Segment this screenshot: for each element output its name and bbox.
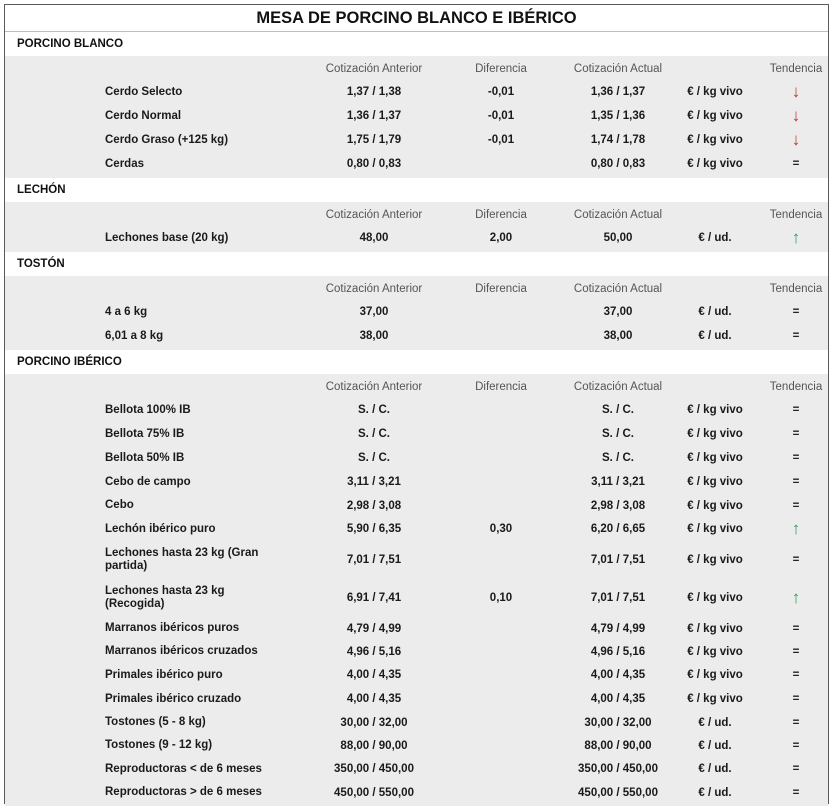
column-header-difference: Diferencia	[475, 381, 527, 393]
current-price: 4,79 / 4,99	[590, 622, 646, 635]
price-unit: € / kg vivo	[687, 404, 743, 416]
price-difference	[465, 781, 537, 804]
table-row	[5, 640, 828, 663]
product-name: Cebo de campo	[105, 475, 191, 488]
table-row	[5, 781, 828, 804]
previous-price: 5,90 / 6,35	[346, 523, 402, 535]
price-unit: € / ud.	[698, 763, 732, 775]
price-unit: € / ud.	[698, 716, 732, 729]
previous-price: 38,00	[359, 330, 389, 342]
section-header-porcino-iberico: PORCINO IBÉRICO	[5, 350, 828, 374]
table-row	[5, 494, 828, 517]
previous-price: S. / C.	[358, 452, 390, 464]
table-row	[5, 324, 828, 348]
price-difference: 2,00	[489, 232, 513, 244]
price-unit: € / kg vivo	[687, 158, 743, 170]
price-difference: -0,01	[487, 86, 515, 98]
product-name: Tostones (5 - 8 kg)	[105, 716, 206, 728]
table-row	[5, 663, 828, 687]
current-price: 88,00 / 90,00	[584, 739, 652, 752]
arrow-down-icon: ↓	[791, 82, 801, 101]
price-difference	[465, 687, 537, 711]
arrow-up-icon: ↑	[791, 519, 801, 538]
previous-price: S. / C.	[358, 428, 390, 440]
previous-price: 2,98 / 3,08	[346, 499, 402, 512]
current-price: 7,01 / 7,51	[590, 592, 646, 604]
price-difference	[465, 398, 537, 422]
price-difference	[465, 422, 537, 446]
price-difference	[465, 300, 537, 324]
column-header-difference: Diferencia	[475, 209, 527, 221]
price-board	[4, 4, 829, 804]
previous-price: 4,96 / 5,16	[346, 645, 402, 658]
previous-price: 4,00 / 4,35	[346, 669, 402, 681]
price-difference	[465, 640, 537, 663]
price-unit: € / kg vivo	[687, 554, 743, 566]
product-name: Primales ibérico puro	[105, 668, 223, 681]
price-unit: € / ud.	[698, 232, 732, 244]
price-unit: € / kg vivo	[687, 134, 743, 146]
section-table-porcino-blanco	[5, 56, 828, 178]
table-row	[5, 734, 828, 757]
previous-price: 1,36 / 1,37	[346, 110, 402, 122]
product-name: Lechón ibérico puro	[105, 522, 216, 535]
column-header-trend: Tendencia	[769, 63, 823, 75]
column-header-row	[5, 376, 828, 398]
column-header-previous: Cotización Anterior	[325, 283, 423, 295]
column-header-current: Cotización Actual	[573, 381, 663, 393]
column-header-difference: Diferencia	[475, 283, 527, 295]
table-row	[5, 152, 828, 176]
price-unit: € / kg vivo	[687, 110, 743, 122]
table-row	[5, 300, 828, 324]
equals-icon: =	[792, 499, 800, 512]
product-name: Cerdas	[105, 157, 144, 170]
product-name: Marranos ibéricos puros	[105, 622, 240, 634]
price-difference	[465, 494, 537, 517]
price-difference	[465, 734, 537, 757]
arrow-down-icon: ↓	[791, 130, 801, 149]
section-header-porcino-blanco: PORCINO BLANCO	[5, 32, 828, 56]
previous-price: 1,37 / 1,38	[346, 86, 402, 98]
price-difference: 0,30	[489, 523, 513, 535]
equals-icon: =	[792, 158, 800, 170]
current-price: 1,35 / 1,36	[590, 110, 646, 122]
product-name: Bellota 75% IB	[105, 427, 185, 440]
price-unit: € / kg vivo	[687, 669, 743, 681]
previous-price: 30,00 / 32,00	[340, 716, 408, 729]
price-unit: € / kg vivo	[687, 86, 743, 98]
previous-price: 4,00 / 4,35	[346, 693, 402, 705]
current-price: 4,96 / 5,16	[590, 645, 646, 658]
previous-price: 350,00 / 450,00	[334, 763, 414, 775]
price-unit: € / ud.	[698, 330, 732, 342]
product-name: Tostones (9 - 12 kg)	[105, 739, 213, 751]
arrow-up-icon: ↑	[791, 228, 801, 247]
current-price: 0,80 / 0,83	[590, 158, 646, 170]
arrow-up-icon: ↑	[791, 588, 801, 607]
product-name: Cerdo Graso (+125 kg)	[105, 133, 229, 146]
column-header-previous: Cotización Anterior	[325, 209, 423, 221]
previous-price: 7,01 / 7,51	[346, 554, 402, 566]
column-header-trend: Tendencia	[769, 283, 823, 295]
current-price: 1,36 / 1,37	[590, 86, 646, 98]
arrow-down-icon: ↓	[791, 106, 801, 125]
equals-icon: =	[792, 404, 800, 416]
current-price: S. / C.	[602, 428, 634, 440]
current-price: 6,20 / 6,65	[590, 523, 646, 535]
table-row	[5, 80, 828, 104]
equals-icon: =	[792, 428, 800, 440]
column-header-row	[5, 204, 828, 226]
price-unit: € / kg vivo	[687, 622, 743, 635]
current-price: 30,00 / 32,00	[584, 716, 652, 729]
product-name: 6,01 a 8 kg	[105, 329, 164, 342]
section-table-porcino-iberico	[5, 374, 828, 806]
table-row	[5, 579, 828, 617]
equals-icon: =	[792, 739, 800, 752]
column-header-difference: Diferencia	[475, 63, 527, 75]
product-name: Bellota 50% IB	[105, 451, 185, 464]
table-row	[5, 128, 828, 152]
price-difference	[465, 470, 537, 494]
current-price: 7,01 / 7,51	[590, 554, 646, 566]
product-name: Cebo	[105, 499, 134, 511]
price-difference	[465, 446, 537, 470]
equals-icon: =	[792, 693, 800, 705]
column-header-current: Cotización Actual	[573, 63, 663, 75]
price-unit: € / kg vivo	[687, 452, 743, 464]
product-name: Bellota 100% IB	[105, 403, 191, 416]
product-name: Marranos ibéricos cruzados	[105, 645, 258, 657]
section-table-lechon	[5, 202, 828, 252]
previous-price: 48,00	[359, 232, 389, 244]
price-difference	[465, 663, 537, 687]
table-row	[5, 104, 828, 128]
price-difference: -0,01	[487, 110, 515, 122]
price-difference	[465, 152, 537, 176]
page-title: MESA DE PORCINO BLANCO E IBÉRICO	[5, 5, 828, 32]
column-header-current: Cotización Actual	[573, 209, 663, 221]
price-unit: € / kg vivo	[687, 645, 743, 658]
previous-price: 1,75 / 1,79	[346, 134, 402, 146]
equals-icon: =	[792, 622, 800, 635]
product-name: Reproductoras < de 6 meses	[105, 762, 262, 775]
current-price: 2,98 / 3,08	[590, 499, 646, 512]
table-row	[5, 687, 828, 711]
equals-icon: =	[792, 669, 800, 681]
equals-icon: =	[792, 786, 800, 799]
previous-price: 450,00 / 550,00	[334, 786, 414, 799]
product-name: Cerdo Normal	[105, 109, 182, 122]
price-unit: € / kg vivo	[687, 428, 743, 440]
section-header-toston: TOSTÓN	[5, 252, 828, 276]
price-difference: 0,10	[489, 592, 513, 604]
previous-price: 0,80 / 0,83	[346, 158, 402, 170]
column-header-trend: Tendencia	[769, 381, 823, 393]
price-difference: -0,01	[487, 134, 515, 146]
current-price: 1,74 / 1,78	[590, 134, 646, 146]
current-price: 350,00 / 450,00	[578, 763, 658, 775]
price-difference	[465, 617, 537, 640]
equals-icon: =	[792, 476, 800, 488]
price-difference	[465, 324, 537, 348]
column-header-row	[5, 58, 828, 80]
column-header-previous: Cotización Anterior	[325, 63, 423, 75]
previous-price: 88,00 / 90,00	[340, 739, 408, 752]
column-header-row	[5, 278, 828, 300]
price-difference	[465, 711, 537, 734]
table-row	[5, 517, 828, 541]
price-unit: € / kg vivo	[687, 693, 743, 705]
current-price: 3,11 / 3,21	[591, 476, 645, 488]
current-price: S. / C.	[602, 404, 634, 416]
previous-price: 37,00	[359, 306, 389, 318]
price-difference	[465, 757, 537, 781]
current-price: 450,00 / 550,00	[578, 786, 658, 799]
column-header-current: Cotización Actual	[573, 283, 663, 295]
product-name: Primales ibérico cruzado	[105, 692, 242, 705]
price-unit: € / kg vivo	[687, 499, 743, 512]
column-header-previous: Cotización Anterior	[325, 381, 423, 393]
table-row	[5, 422, 828, 446]
product-name: Reproductoras > de 6 meses	[105, 786, 262, 798]
table-row	[5, 446, 828, 470]
table-row	[5, 470, 828, 494]
previous-price: 6,91 / 7,41	[346, 592, 402, 604]
current-price: 50,00	[603, 232, 633, 244]
price-unit: € / kg vivo	[687, 476, 743, 488]
equals-icon: =	[792, 763, 800, 775]
table-row	[5, 711, 828, 734]
price-unit: € / ud.	[698, 786, 732, 799]
equals-icon: =	[792, 330, 800, 342]
equals-icon: =	[792, 645, 800, 658]
table-row	[5, 541, 828, 579]
price-difference	[465, 541, 537, 579]
product-name: Lechones base (20 kg)	[105, 231, 229, 244]
equals-icon: =	[792, 452, 800, 464]
current-price: S. / C.	[602, 452, 634, 464]
price-unit: € / ud.	[698, 306, 732, 318]
previous-price: 3,11 / 3,21	[347, 476, 401, 488]
column-header-trend: Tendencia	[769, 209, 823, 221]
current-price: 38,00	[603, 330, 633, 342]
sections-container	[5, 32, 828, 806]
previous-price: 4,79 / 4,99	[346, 622, 402, 635]
price-unit: € / ud.	[698, 739, 732, 752]
previous-price: S. / C.	[358, 404, 390, 416]
table-row	[5, 226, 828, 250]
product-name: Lechones hasta 23 kg (Gran partida)	[105, 547, 259, 572]
current-price: 4,00 / 4,35	[590, 693, 646, 705]
equals-icon: =	[792, 306, 800, 318]
equals-icon: =	[792, 554, 800, 566]
price-unit: € / kg vivo	[687, 592, 743, 604]
price-unit: € / kg vivo	[687, 523, 743, 535]
section-header-lechon: LECHÓN	[5, 178, 828, 202]
product-name: 4 a 6 kg	[105, 305, 148, 318]
table-row	[5, 398, 828, 422]
current-price: 37,00	[603, 306, 633, 318]
table-row	[5, 757, 828, 781]
table-row	[5, 617, 828, 640]
product-name: Lechones hasta 23 kg (Recogida)	[105, 585, 225, 610]
product-name: Cerdo Selecto	[105, 85, 183, 98]
equals-icon: =	[792, 716, 800, 729]
current-price: 4,00 / 4,35	[590, 669, 646, 681]
section-table-toston	[5, 276, 828, 350]
